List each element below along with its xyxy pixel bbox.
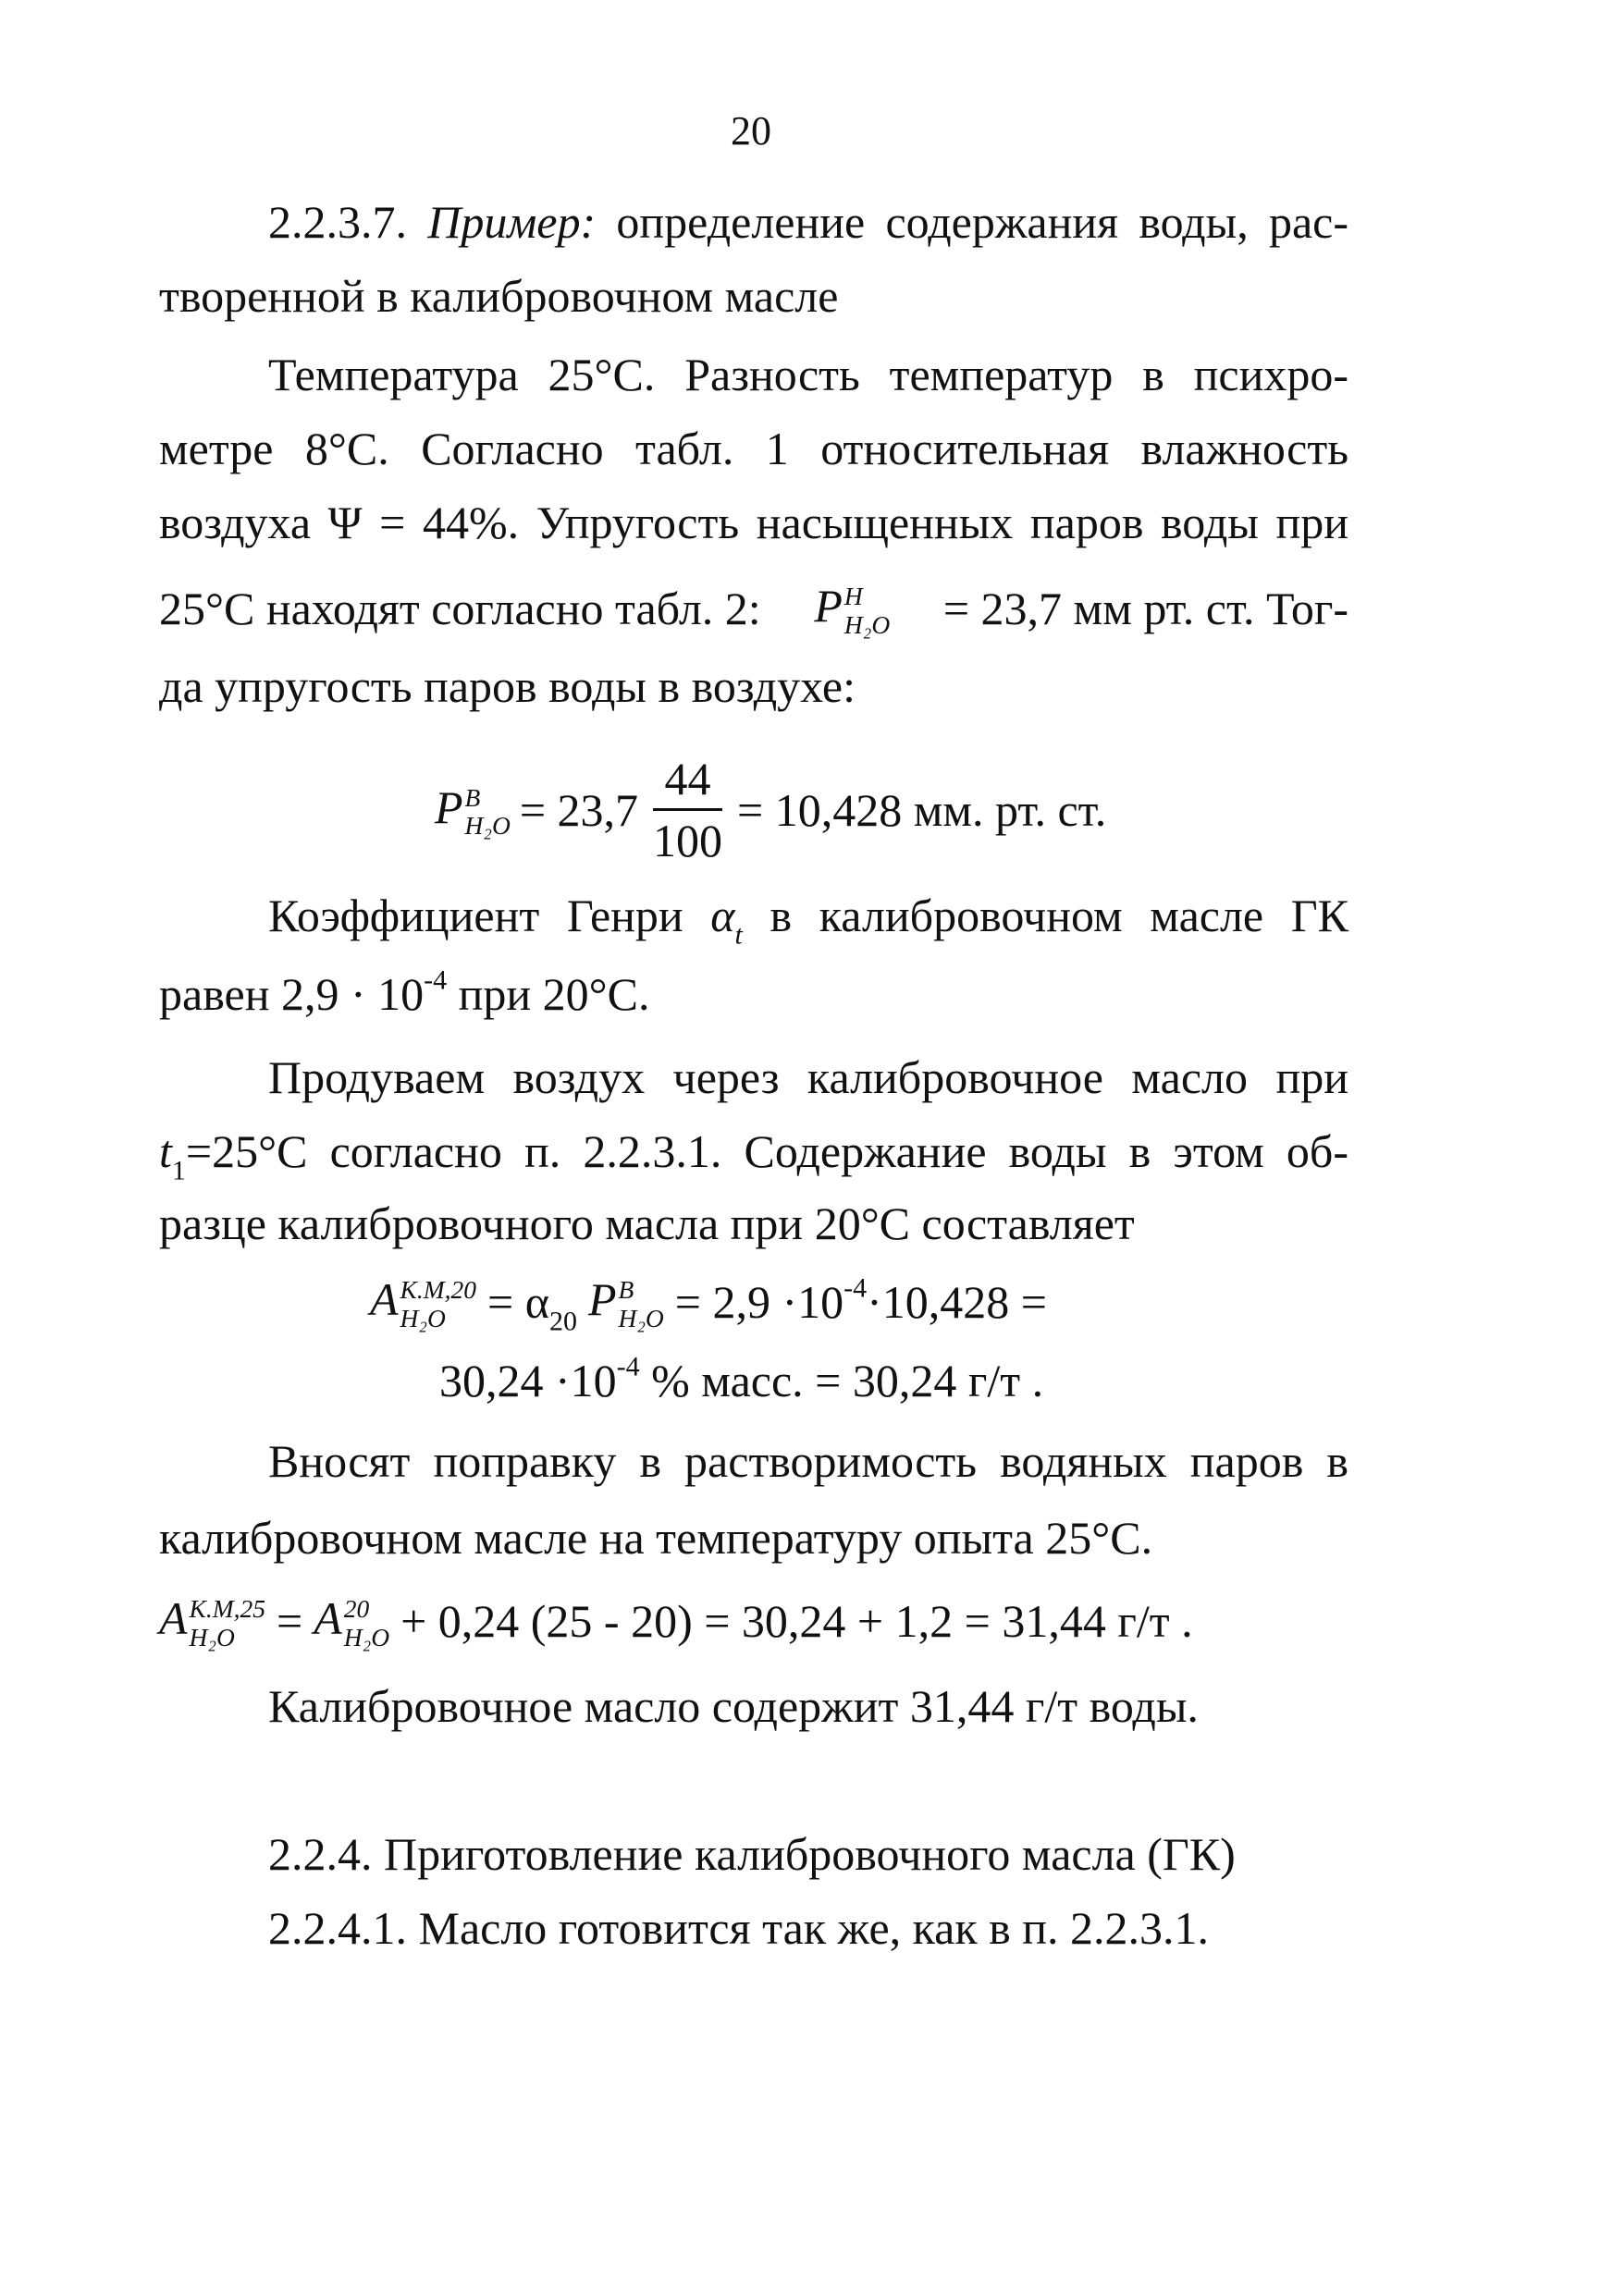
eq2-rhs-multiplier: ·10,428 = — [867, 1275, 1047, 1328]
alpha-symbol: α — [710, 890, 735, 941]
eq2-rhs — [675, 1274, 1047, 1330]
eq1-lhs — [435, 780, 511, 841]
para2-line1 — [268, 888, 1349, 951]
symbol-p-subscript: H₂O — [843, 609, 891, 639]
para3-line3: разце калибровочного масла при 20°С составляет — [159, 1197, 1135, 1249]
eq3-a2-superscript: 20 — [343, 1594, 370, 1624]
page-number: 20 — [731, 108, 771, 153]
eq2-a-subscript: H₂O — [400, 1303, 446, 1332]
henry-coefficient-symbol — [710, 890, 743, 951]
eq3-equals: = — [277, 1594, 303, 1647]
para1-line4 — [159, 578, 1348, 639]
eq2-alpha-subscript: 20 — [548, 1306, 577, 1337]
eq2-line2-exponent: -4 — [616, 1351, 640, 1382]
section-2-2-4-heading: 2.2.4. Приготовление калибровочного масла (ГК) — [268, 1828, 1236, 1880]
section-title-part1: определение содержания воды, рас- — [616, 196, 1348, 248]
equation-water-content — [370, 1271, 1047, 1337]
para3-line1: Продуваем воздух через калибровочное масло при — [268, 1051, 1348, 1103]
eq2-alpha-symbol: = α — [487, 1275, 549, 1328]
para4-line1: Вносят поправку в растворимость водяных паров в — [268, 1435, 1348, 1487]
eq2-symbol-p: P — [587, 1273, 617, 1325]
eq2-rhs-value: = 2,9 ·10 — [674, 1275, 844, 1328]
eq2-alpha — [487, 1274, 577, 1337]
eq2-lhs — [370, 1271, 476, 1332]
eq1-result: = 10,428 мм. рт. ст. — [737, 783, 1107, 836]
eq2-p-superscript: B — [618, 1275, 634, 1305]
section-title-part2: творенной в калибровочном масле — [159, 270, 839, 322]
eq1-fraction — [653, 749, 722, 870]
eq3-symbol-a2: A — [314, 1592, 342, 1644]
symbol-p: P — [814, 580, 843, 632]
para2-exponent: -4 — [424, 964, 448, 996]
para2-text-a: Коэффициент Генри — [268, 890, 683, 941]
para1-line1: Температура 25°С. Разность температур в психро- — [268, 349, 1348, 400]
eq2-a-superscript: K.M,20 — [400, 1275, 477, 1305]
para1-line5: да упругость паров воды в воздухе: — [159, 660, 856, 712]
symbol-t-subscript: 1 — [171, 1155, 186, 1186]
eq2-p — [588, 1271, 664, 1332]
para1-line4-text: 25°С находят согласно табл. 2: — [159, 582, 761, 634]
equation-vapor-pressure — [435, 749, 1106, 870]
para3-line2-text: =25°С согласно п. 2.2.3.1. Содержание воды в этом об- — [185, 1125, 1348, 1177]
para1-line3: воздуха Ψ = 44%. Упругость насыщенных паров воды при — [159, 497, 1348, 548]
saturated-vapor-pressure-symbol — [814, 578, 890, 639]
section-heading-line1 — [268, 194, 1348, 250]
equation-water-content-line2 — [439, 1353, 1043, 1408]
symbol-t: t — [159, 1125, 172, 1177]
eq1-superscript: B — [464, 782, 481, 812]
alpha-subscript: t — [734, 919, 743, 951]
eq1-denominator: 100 — [653, 815, 723, 866]
section-number: 2.2.3.7. — [268, 196, 407, 248]
eq2-line2-result: % масс. = 30,24 г/т . — [651, 1355, 1044, 1406]
eq1-numerator: 44 — [653, 749, 722, 811]
temperature-t1 — [159, 1125, 186, 1186]
eq3-a2-subscript: H₂O — [343, 1622, 390, 1651]
para3-line2 — [159, 1123, 1348, 1186]
example-label: Пример: — [427, 196, 597, 248]
equation-temperature-correction — [159, 1590, 1193, 1651]
eq3-a-superscript: K.M,25 — [189, 1594, 266, 1624]
eq2-p-subscript: H₂O — [618, 1303, 664, 1332]
symbol-p-superscript: H — [843, 582, 863, 611]
para2-line2 — [159, 966, 649, 1022]
eq2-line2-value: 30,24 ·10 — [439, 1355, 617, 1406]
eq1-middle: = 23,7 — [519, 783, 639, 836]
eq3-a-subscript: H₂O — [189, 1622, 235, 1651]
para4-line2: калибровочном масле на температуру опыта 25°С. — [159, 1512, 1153, 1564]
eq2-rhs-exponent: -4 — [843, 1272, 868, 1304]
eq2-symbol-a: A — [370, 1273, 399, 1325]
para1-line4-value: = 23,7 мм рт. ст. Тог- — [942, 582, 1348, 634]
eq3-symbol-a: A — [159, 1592, 188, 1644]
para2-text-b: в калибровочном масле ГК — [770, 890, 1349, 941]
eq3-rhs: + 0,24 (25 - 20) = 30,24 + 1,2 = 31,44 г/т . — [400, 1594, 1193, 1647]
para5: Калибровочное масло содержит 31,44 г/т воды. — [268, 1680, 1199, 1732]
eq3-a20 — [314, 1590, 389, 1651]
section-2-2-4-1-text: 2.2.4.1. Масло готовится так же, как в п. 2.2.3.1. — [268, 1902, 1210, 1954]
eq1-symbol-p: P — [435, 780, 463, 833]
eq1-subscript: H₂O — [464, 811, 511, 841]
para2-temperature: при 20°С. — [458, 968, 650, 1020]
para1-line2: метре 8°С. Согласно табл. 1 относительная влажность — [159, 423, 1348, 474]
eq3-lhs — [159, 1590, 265, 1651]
para2-value: равен 2,9 · 10 — [159, 968, 425, 1020]
